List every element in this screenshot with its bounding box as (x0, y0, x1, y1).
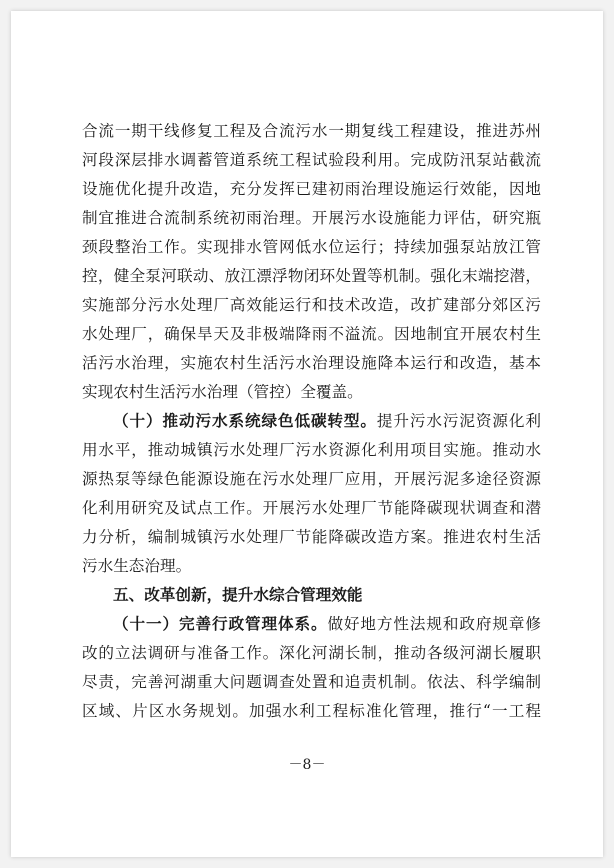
text-run: 做好地方性法规和政府规章修 (327, 615, 541, 633)
page-number: －8－ (288, 757, 326, 773)
text-line: 设施优化提升改造，充分发挥已建初雨治理设施运行效能，因地 (82, 180, 541, 198)
text-line: 污水生态治理。 (82, 557, 192, 575)
text-line: 化利用研究及试点工作。开展污水处理厂节能降碳现状调查和潜 (82, 499, 541, 517)
text-line: 源热泵等绿色能源设施在污水处理厂应用，开展污泥多途径资源 (82, 470, 541, 488)
text-line: 控，健全泵河联动、放江漂浮物闭环处置等机制。强化末端挖潜， (82, 267, 541, 285)
subsection-heading: （十一）完善行政管理体系。 (113, 615, 328, 633)
text-line: 实施部分污水处理厂高效能运行和技术改造，改扩建部分郊区污 (82, 296, 541, 314)
text-line: 区域、片区水务规划。加强水利工程标准化管理，推行“一工程 (82, 702, 541, 720)
text-line: 颈段整治工作。实现排水管网低水位运行；持续加强泵站放江管 (82, 238, 541, 256)
subsection-heading: （十）推动污水系统绿色低碳转型。 (113, 412, 377, 430)
paragraph-first-line (82, 610, 541, 639)
section-heading: 五、改革创新，提升水综合管理效能 (113, 586, 363, 604)
text-run: 提升污水污泥资源化利 (376, 412, 541, 430)
text-line: 活污水治理，实施农村生活污水治理设施降本运行和改造，基本 (82, 354, 541, 372)
paragraph-first-line (82, 407, 541, 436)
document-body (82, 117, 541, 726)
text-line: 改的立法调研与准备工作。深化河湖长制，推动各级河湖长履职 (82, 644, 541, 662)
text-line: 河段深层排水调蓄管道系统工程试验段利用。完成防汛泵站截流 (82, 151, 541, 169)
text-line: 尽责，完善河湖重大问题调查处置和追责机制。依法、科学编制 (82, 673, 541, 691)
text-line: 用水平，推动城镇污水处理厂污水资源化利用项目实施。推动水 (82, 441, 541, 459)
text-line: 合流一期干线修复工程及合流污水一期复线工程建设，推进苏州 (82, 122, 541, 140)
text-line: 力分析，编制城镇污水处理厂节能降碳改造方案。推进农村生活 (82, 528, 541, 546)
text-line: 实现农村生活污水治理（管控）全覆盖。 (82, 383, 363, 401)
text-line: 制宜推进合流制系统初雨治理。开展污水设施能力评估，研究瓶 (82, 209, 541, 227)
text-line: 水处理厂，确保旱天及非极端降雨不溢流。因地制宜开展农村生 (82, 325, 541, 343)
